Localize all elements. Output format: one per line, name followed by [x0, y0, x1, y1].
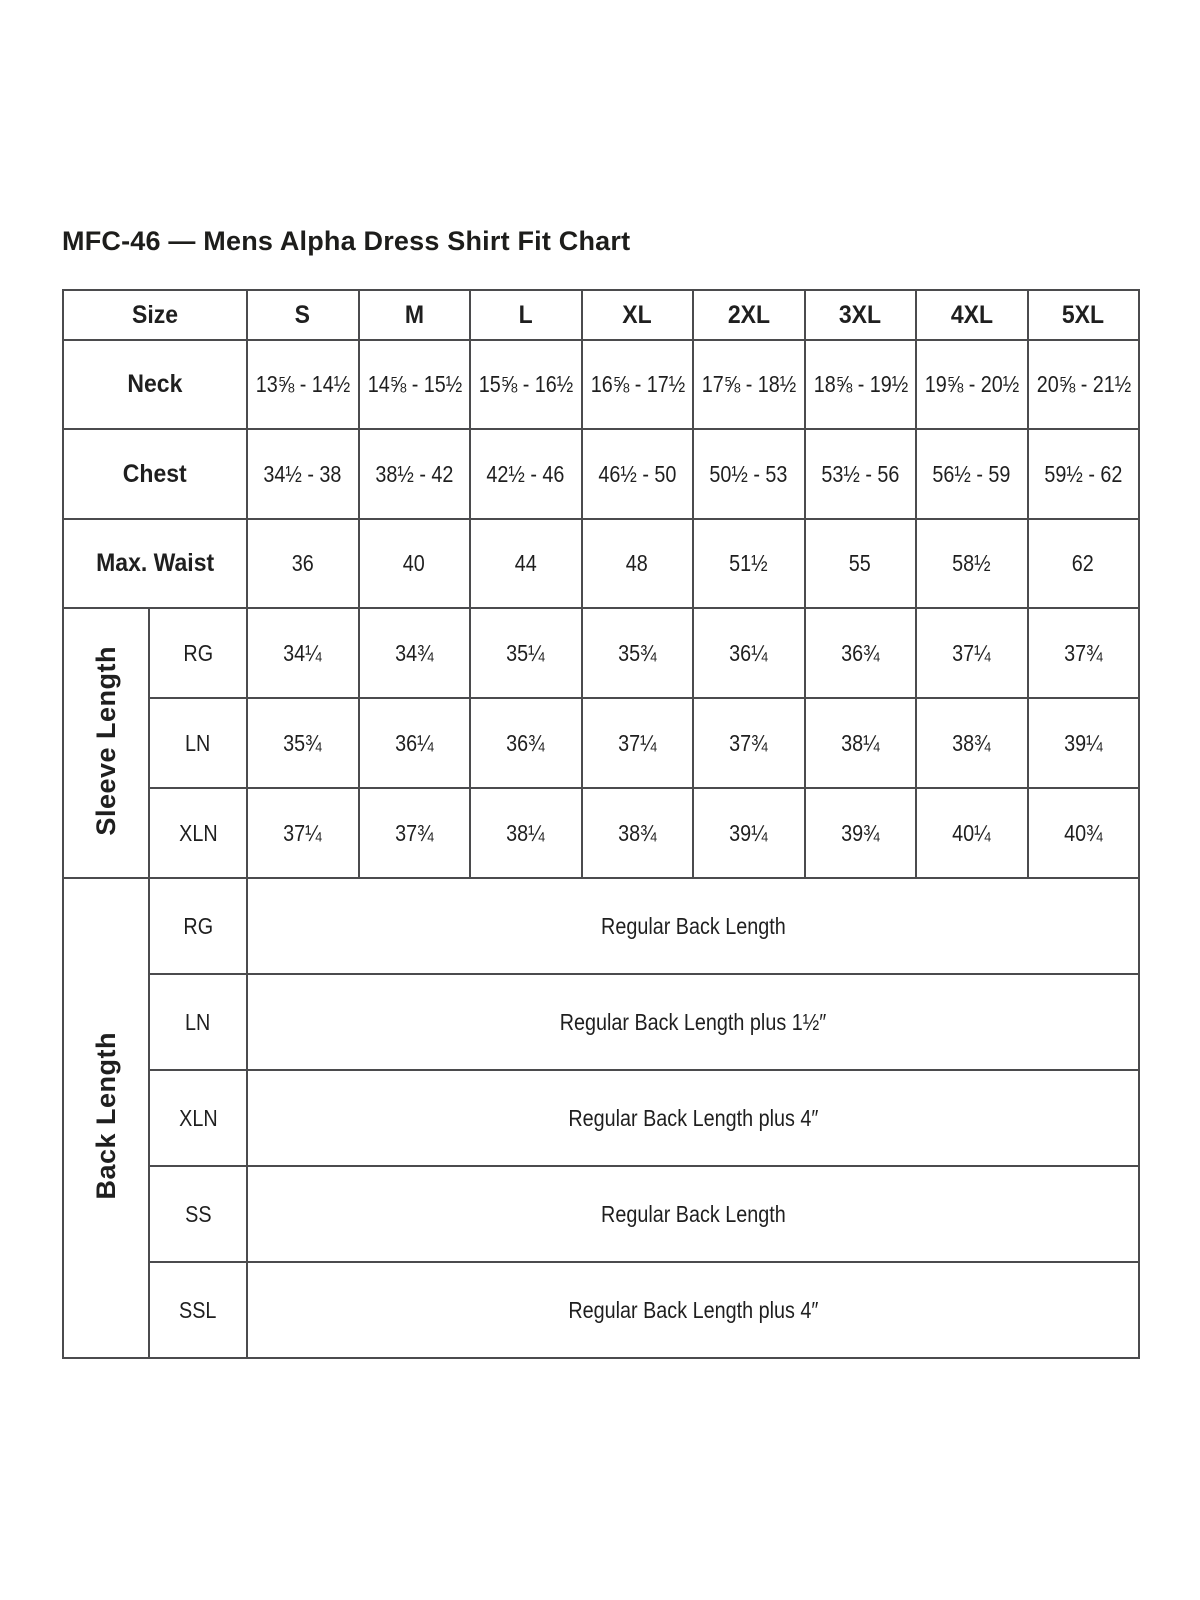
chest-value-4xl [916, 429, 1028, 519]
back-ln-value [247, 974, 1139, 1070]
back-ln-header [149, 974, 247, 1070]
sleeve-rg-value-l-text: 35¼ [506, 639, 545, 666]
neck-value-4xl-text: 19⅝ - 20½ [924, 371, 1020, 397]
max-waist-value-5xl [1028, 519, 1140, 608]
sleeve-xln-value-m [359, 788, 471, 878]
neck-value-3xl [805, 340, 917, 429]
back-rg-header [149, 878, 247, 974]
sleeve-xln-value-4xl [916, 788, 1028, 878]
sleeve-rg-value-2xl-text: 36¼ [729, 639, 768, 666]
back-length-section-label: Back Length [90, 1031, 121, 1200]
sleeve-ln-value-2xl-text: 37¾ [729, 729, 768, 756]
sleeve-xln-value-5xl [1028, 788, 1140, 878]
sleeve-xln-value-l-text: 38¼ [506, 819, 545, 846]
chest-row-label: Chest [123, 459, 187, 488]
neck-value-5xl [1028, 340, 1140, 429]
size-header-l [470, 290, 582, 340]
size-header-5xl-label: 5XL [1062, 300, 1105, 329]
max-waist-value-s-text: 36 [291, 550, 314, 576]
back-xln-label: XLN [178, 1104, 218, 1131]
sleeve-xln-value-xl [582, 788, 694, 878]
sleeve-length-section-header [63, 608, 149, 878]
sleeve-rg-value-4xl-text: 37¼ [952, 639, 991, 666]
chest-value-5xl-text: 59½ - 62 [1044, 460, 1123, 487]
sleeve-xln-value-l [470, 788, 582, 878]
chest-value-s [247, 429, 359, 519]
sleeve-rg-value-xl [582, 608, 694, 698]
neck-value-2xl-text: 17⅝ - 18½ [701, 371, 797, 397]
back-xln-row [63, 1070, 1139, 1166]
back-ssl-value [247, 1262, 1139, 1358]
sleeve-rg-value-m [359, 608, 471, 698]
back-ss-header [149, 1166, 247, 1262]
back-rg-row [63, 878, 1139, 974]
sleeve-rg-value-xl-text: 35¾ [617, 639, 657, 666]
sleeve-rg-value-m-text: 34¾ [394, 639, 434, 666]
sleeve-rg-value-2xl [693, 608, 805, 698]
neck-value-s [247, 340, 359, 429]
chest-value-s-text: 34½ - 38 [263, 460, 342, 487]
sleeve-rg-value-4xl [916, 608, 1028, 698]
neck-value-3xl-text: 18⅝ - 19½ [813, 371, 908, 397]
neck-value-l [470, 340, 582, 429]
neck-value-xl [582, 340, 694, 429]
max-waist-value-3xl [805, 519, 917, 608]
max-waist-value-m [359, 519, 471, 608]
sleeve-ln-value-l-text: 36¾ [506, 729, 545, 756]
back-ssl-header [149, 1262, 247, 1358]
chest-value-m [359, 429, 471, 519]
sleeve-rg-header [149, 608, 247, 698]
sleeve-ln-value-l [470, 698, 582, 788]
sleeve-xln-value-3xl-text: 39¾ [840, 819, 880, 846]
neck-value-m-text: 14⅝ - 15½ [367, 371, 462, 397]
size-header-xl-label: XL [622, 300, 652, 329]
back-xln-header [149, 1070, 247, 1166]
size-header-xl [582, 290, 694, 340]
max-waist-value-l-text: 44 [514, 550, 537, 576]
back-xln-value [247, 1070, 1139, 1166]
max-waist-row-header [63, 519, 247, 608]
size-header-4xl-label: 4XL [950, 300, 993, 329]
fit-chart-table [62, 289, 1140, 1359]
chest-value-m-text: 38½ - 42 [375, 460, 454, 487]
chest-row [63, 429, 1139, 519]
sleeve-ln-value-5xl [1028, 698, 1140, 788]
sleeve-ln-label: LN [185, 729, 211, 756]
sleeve-length-section-label: Sleeve Length [90, 645, 121, 836]
max-waist-row [63, 519, 1139, 608]
size-header-4xl [916, 290, 1028, 340]
max-waist-value-xl [582, 519, 694, 608]
sleeve-ln-value-xl [582, 698, 694, 788]
back-rg-value-text: Regular Back Length [600, 912, 786, 939]
sleeve-xln-value-4xl-text: 40¼ [952, 819, 991, 846]
max-waist-value-4xl-text: 58½ [952, 550, 991, 576]
sleeve-ln-value-4xl [916, 698, 1028, 788]
size-header-m [359, 290, 471, 340]
chest-value-3xl-text: 53½ - 56 [821, 460, 900, 487]
sleeve-ln-value-3xl-text: 38¼ [840, 729, 880, 756]
neck-row [63, 340, 1139, 429]
sleeve-xln-value-s [247, 788, 359, 878]
back-rg-value [247, 878, 1139, 974]
back-ln-value-text: Regular Back Length plus 1½″ [559, 1008, 827, 1035]
sleeve-ln-value-3xl [805, 698, 917, 788]
size-header-l-label: L [518, 300, 533, 329]
size-header-row [63, 290, 1139, 340]
sleeve-xln-value-2xl [693, 788, 805, 878]
sleeve-xln-value-xl-text: 38¾ [617, 819, 657, 846]
max-waist-value-5xl-text: 62 [1072, 550, 1095, 576]
sleeve-ln-value-m [359, 698, 471, 788]
size-header-s-label: S [295, 300, 311, 329]
sleeve-ln-value-2xl [693, 698, 805, 788]
back-rg-label: RG [183, 912, 213, 939]
back-ln-row [63, 974, 1139, 1070]
chest-value-l-text: 42½ - 46 [486, 460, 565, 487]
sleeve-xln-row [63, 788, 1139, 878]
sleeve-rg-value-s [247, 608, 359, 698]
sleeve-rg-value-3xl [805, 608, 917, 698]
sleeve-rg-row [63, 608, 1139, 698]
chest-value-xl [582, 429, 694, 519]
chest-value-3xl [805, 429, 917, 519]
neck-value-xl-text: 16⅝ - 17½ [590, 371, 685, 397]
chest-value-4xl-text: 56½ - 59 [932, 460, 1011, 487]
size-header-s [247, 290, 359, 340]
max-waist-value-m-text: 40 [403, 550, 426, 576]
chest-row-header [63, 429, 247, 519]
size-header-5xl [1028, 290, 1140, 340]
chest-value-l [470, 429, 582, 519]
neck-value-4xl [916, 340, 1028, 429]
size-header-3xl-label: 3XL [839, 300, 882, 329]
max-waist-value-4xl [916, 519, 1028, 608]
sleeve-ln-value-s-text: 35¾ [283, 729, 322, 756]
neck-value-2xl [693, 340, 805, 429]
back-xln-value-text: Regular Back Length plus 4″ [567, 1104, 819, 1131]
sleeve-xln-label: XLN [178, 819, 218, 846]
sleeve-ln-value-5xl-text: 39¼ [1063, 729, 1103, 756]
sleeve-xln-value-2xl-text: 39¼ [729, 819, 768, 846]
max-waist-value-2xl [693, 519, 805, 608]
sleeve-ln-row [63, 698, 1139, 788]
chest-value-5xl [1028, 429, 1140, 519]
back-ss-value [247, 1166, 1139, 1262]
neck-value-m [359, 340, 471, 429]
sleeve-rg-value-s-text: 34¼ [283, 639, 322, 666]
sleeve-xln-value-m-text: 37¾ [394, 819, 434, 846]
neck-value-5xl-text: 20⅝ - 21½ [1036, 371, 1131, 397]
size-header-3xl [805, 290, 917, 340]
neck-row-label: Neck [127, 370, 183, 398]
max-waist-value-s [247, 519, 359, 608]
max-waist-value-2xl-text: 51½ [729, 550, 768, 576]
sleeve-xln-value-s-text: 37¼ [283, 819, 322, 846]
back-ssl-value-text: Regular Back Length plus 4″ [567, 1296, 819, 1323]
sleeve-ln-header [149, 698, 247, 788]
size-corner-header-cell [63, 290, 247, 340]
back-length-section-header [63, 878, 149, 1358]
back-ln-label: LN [185, 1008, 211, 1035]
size-header-m-label: M [404, 300, 424, 329]
max-waist-row-label: Max. Waist [95, 549, 215, 577]
max-waist-value-3xl-text: 55 [849, 550, 872, 576]
neck-value-s-text: 13⅝ - 14½ [255, 371, 351, 397]
sleeve-ln-value-xl-text: 37¼ [617, 729, 657, 756]
sleeve-ln-value-4xl-text: 38¾ [952, 729, 991, 756]
sleeve-ln-value-m-text: 36¼ [394, 729, 434, 756]
back-ss-label: SS [184, 1200, 212, 1227]
back-ssl-row [63, 1262, 1139, 1358]
sleeve-rg-value-5xl [1028, 608, 1140, 698]
back-ssl-label: SSL [179, 1296, 217, 1323]
sleeve-rg-label: RG [183, 639, 213, 666]
neck-value-l-text: 15⅝ - 16½ [478, 371, 574, 397]
sleeve-rg-value-5xl-text: 37¾ [1063, 639, 1103, 666]
max-waist-value-l [470, 519, 582, 608]
neck-row-header [63, 340, 247, 429]
max-waist-value-xl-text: 48 [626, 550, 649, 576]
sleeve-xln-header [149, 788, 247, 878]
chest-value-2xl-text: 50½ - 53 [709, 460, 788, 487]
sleeve-ln-value-s [247, 698, 359, 788]
size-header-2xl [693, 290, 805, 340]
chest-value-xl-text: 46½ - 50 [598, 460, 677, 487]
size-header-2xl-label: 2XL [727, 300, 770, 329]
back-ss-row [63, 1166, 1139, 1262]
sleeve-rg-value-3xl-text: 36¾ [840, 639, 880, 666]
size-corner-header-label: Size [131, 300, 179, 329]
sleeve-rg-value-l [470, 608, 582, 698]
back-ss-value-text: Regular Back Length [600, 1200, 786, 1227]
chart-title: MFC-46 — Mens Alpha Dress Shirt Fit Chart [62, 226, 631, 256]
chest-value-2xl [693, 429, 805, 519]
sleeve-xln-value-3xl [805, 788, 917, 878]
sleeve-xln-value-5xl-text: 40¾ [1063, 819, 1103, 846]
